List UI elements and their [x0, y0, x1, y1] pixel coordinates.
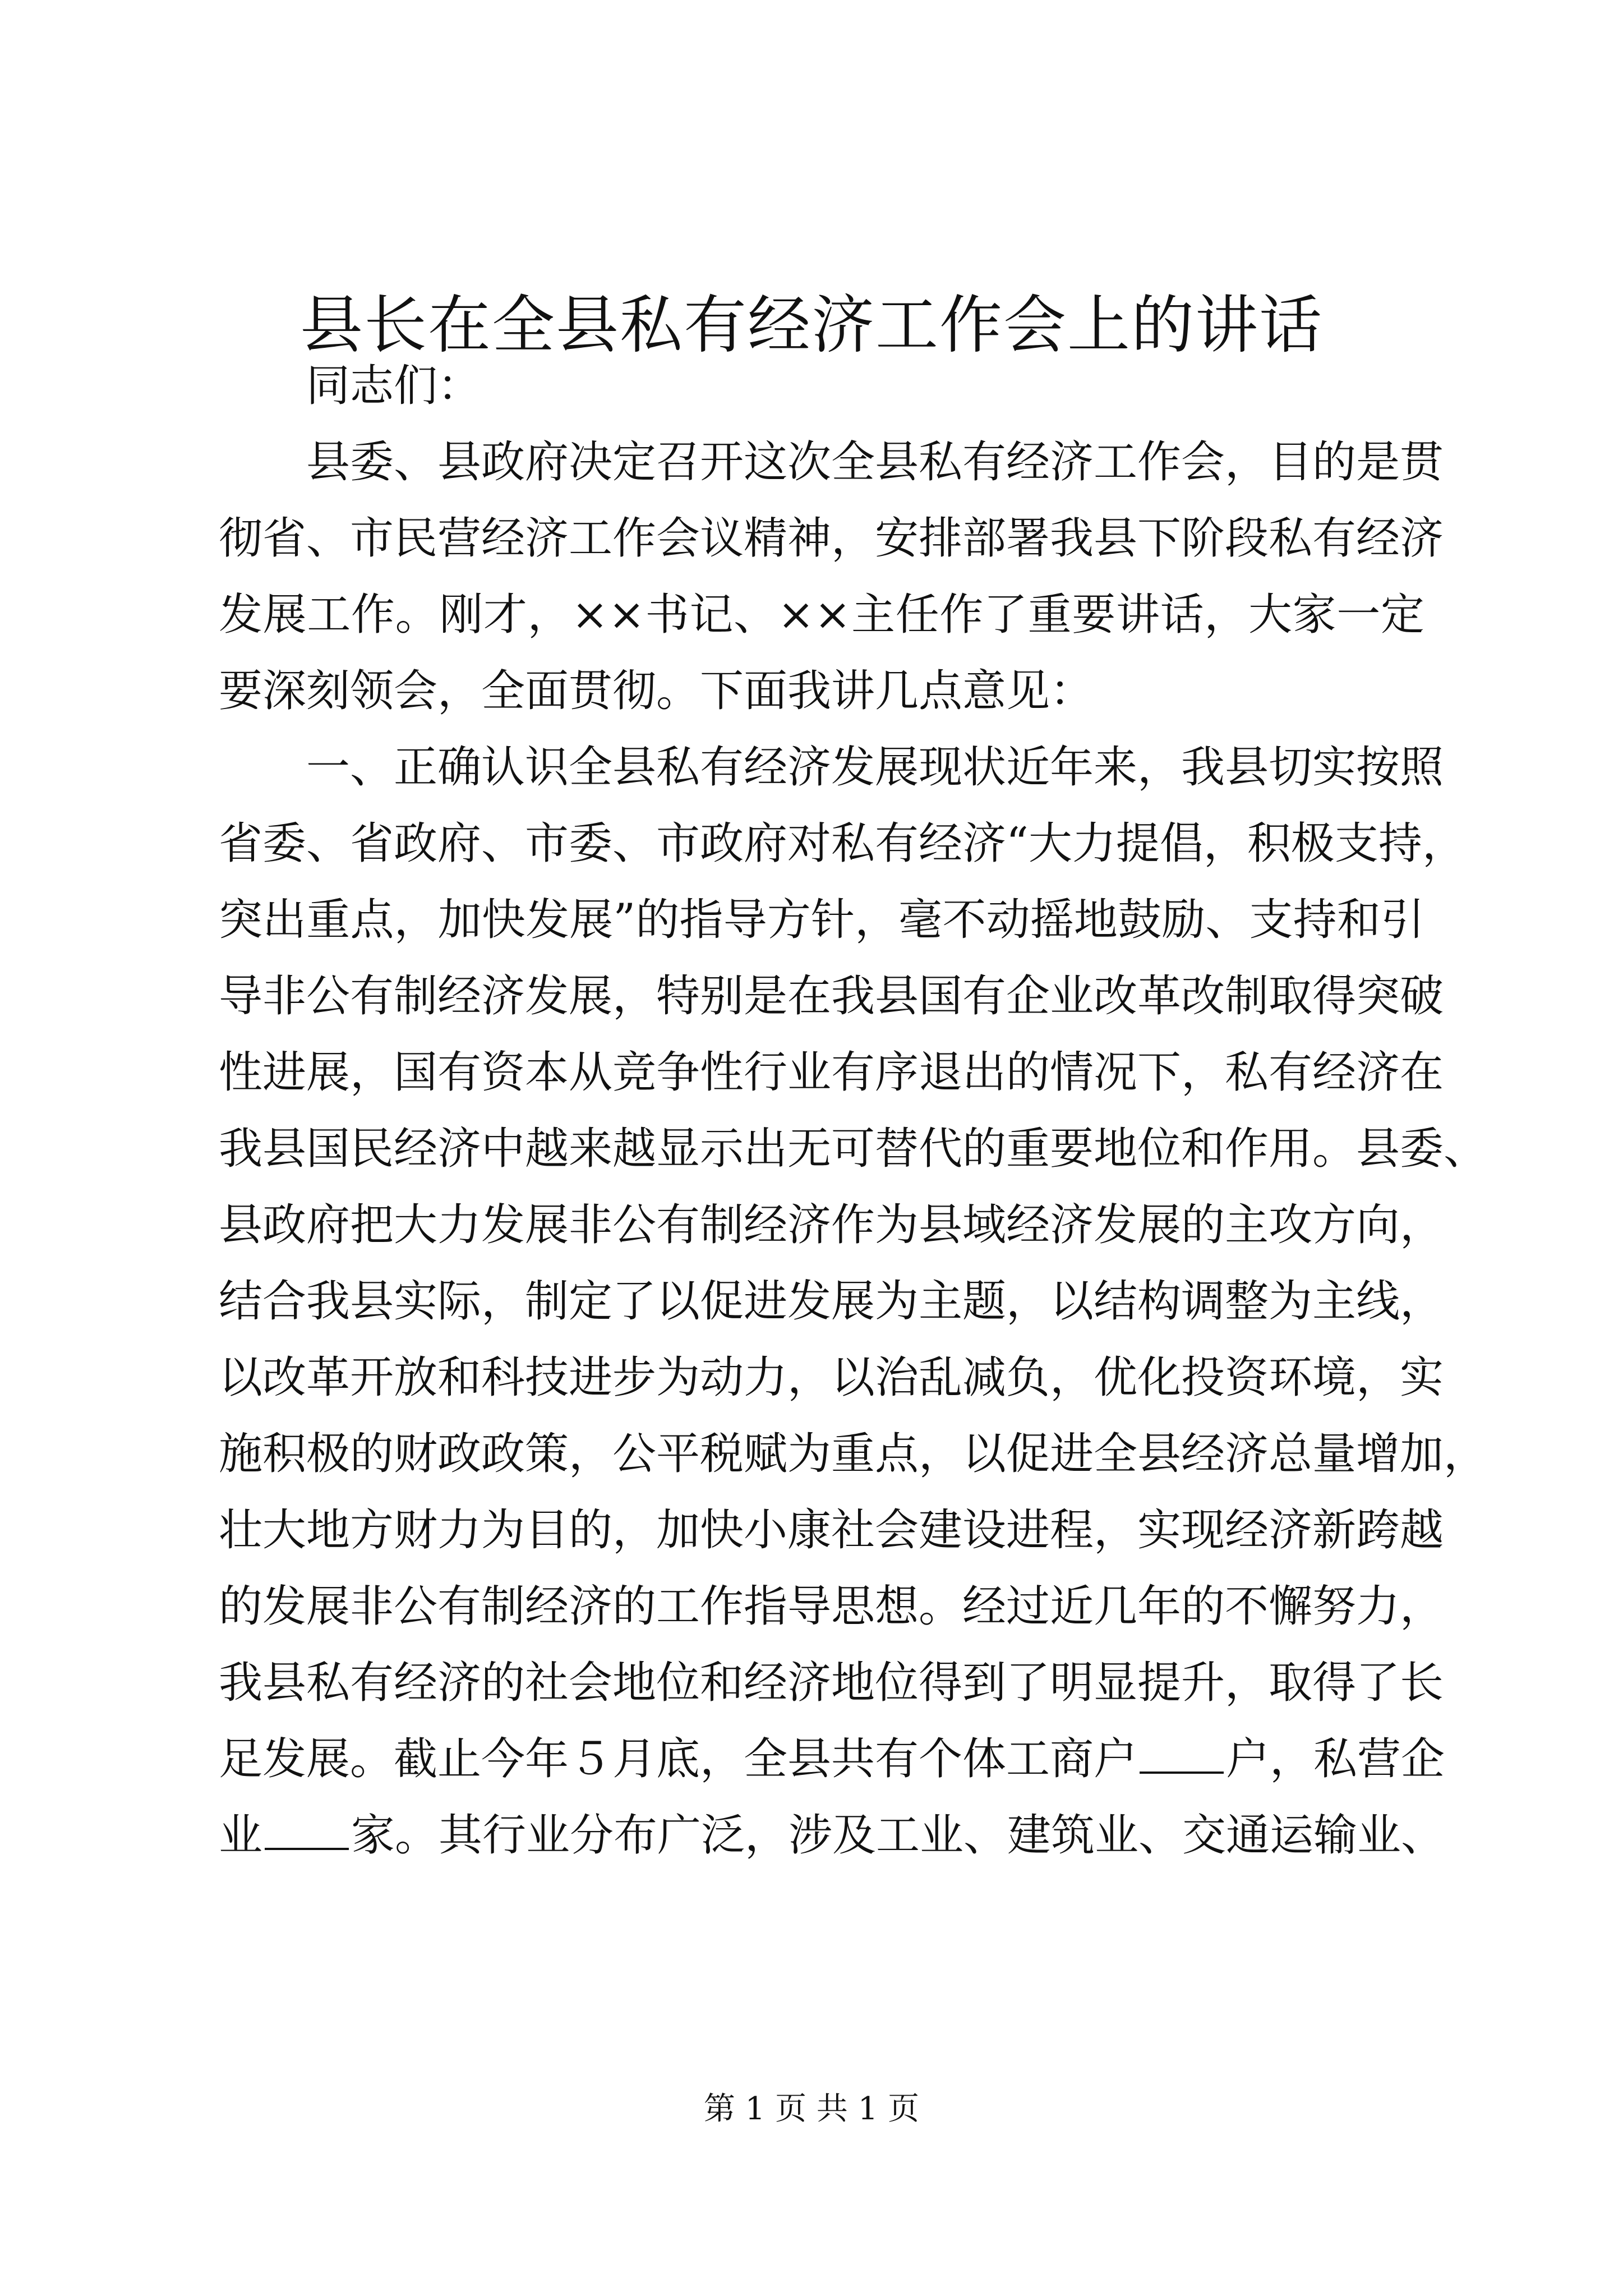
body-line: 我县国民经济中越来越显示出无可替代的重要地位和作用。县委、 — [219, 1124, 1488, 1174]
fill-in-blank — [265, 1809, 349, 1850]
body-line: 要深刻领会，全面贯彻。下面我讲几点意见： — [219, 666, 1094, 716]
salutation-line: 同志们： — [306, 361, 482, 411]
body-line: 一、正确认识全县私有经济发展现状近年来，我县切实按照 — [306, 742, 1444, 793]
body-line: 省委、省政府、市委、市政府对私有经济“大力提倡，积极支持， — [219, 818, 1466, 869]
document-title: 县长在全县私有经济工作会上的讲话 — [300, 289, 1323, 362]
document-body — [219, 348, 1488, 1874]
body-line: 性进展，国有资本从竞争性行业有序退出的情况下，私有经济在 — [219, 1047, 1444, 1098]
body-line: 壮大地方财力为目的，加快小康社会建设进程，实现经济新跨越 — [219, 1505, 1444, 1556]
fill-in-blank — [1140, 1732, 1224, 1774]
body-line: 发展工作。刚才，××书记、××主任作了重要讲话，大家一定 — [219, 590, 1424, 640]
body-line: 我县私有经济的社会地位和经济地位得到了明显提升，取得了长 — [219, 1658, 1444, 1708]
body-line: 彻省、市民营经济工作会议精神，安排部署我县下阶段私有经济 — [219, 513, 1444, 564]
page-footer: 第 1 页 共 1 页 — [703, 2091, 920, 2127]
body-line: 的发展非公有制经济的工作指导思想。经过近几年的不懈努力， — [219, 1581, 1444, 1632]
body-line: 突出重点，加快发展”的指导方针，毫不动摇地鼓励、支持和引 — [219, 895, 1424, 945]
body-line: 结合我县实际，制定了以促进发展为主题，以结构调整为主线， — [219, 1276, 1444, 1327]
body-line: 县政府把大力发展非公有制经济作为县域经济发展的主攻方向， — [219, 1200, 1444, 1250]
body-text-segment: 业 — [219, 1810, 263, 1861]
body-line: 县委、县政府决定召开这次全县私有经济工作会，目的是贯 — [306, 437, 1444, 487]
body-line: 导非公有制经济发展，特别是在我县国有企业改革改制取得突破 — [219, 971, 1444, 1022]
body-text-segment: 足发展。截止今年５月底，全县共有个体工商户 — [219, 1734, 1138, 1784]
body-text-segment: 家。其行业分布广泛，涉及工业、建筑业、交通运输业、 — [351, 1810, 1445, 1861]
body-line-with-blank — [219, 1797, 1445, 1874]
body-line: 以改革开放和科技进步为动力，以治乱减负，优化投资环境，实 — [219, 1352, 1444, 1403]
body-line: 施积极的财政政策，公平税赋为重点，以促进全县经济总量增加， — [219, 1429, 1488, 1479]
body-line-with-blank — [219, 1721, 1445, 1797]
body-text-segment: 户，私营企 — [1226, 1734, 1445, 1784]
